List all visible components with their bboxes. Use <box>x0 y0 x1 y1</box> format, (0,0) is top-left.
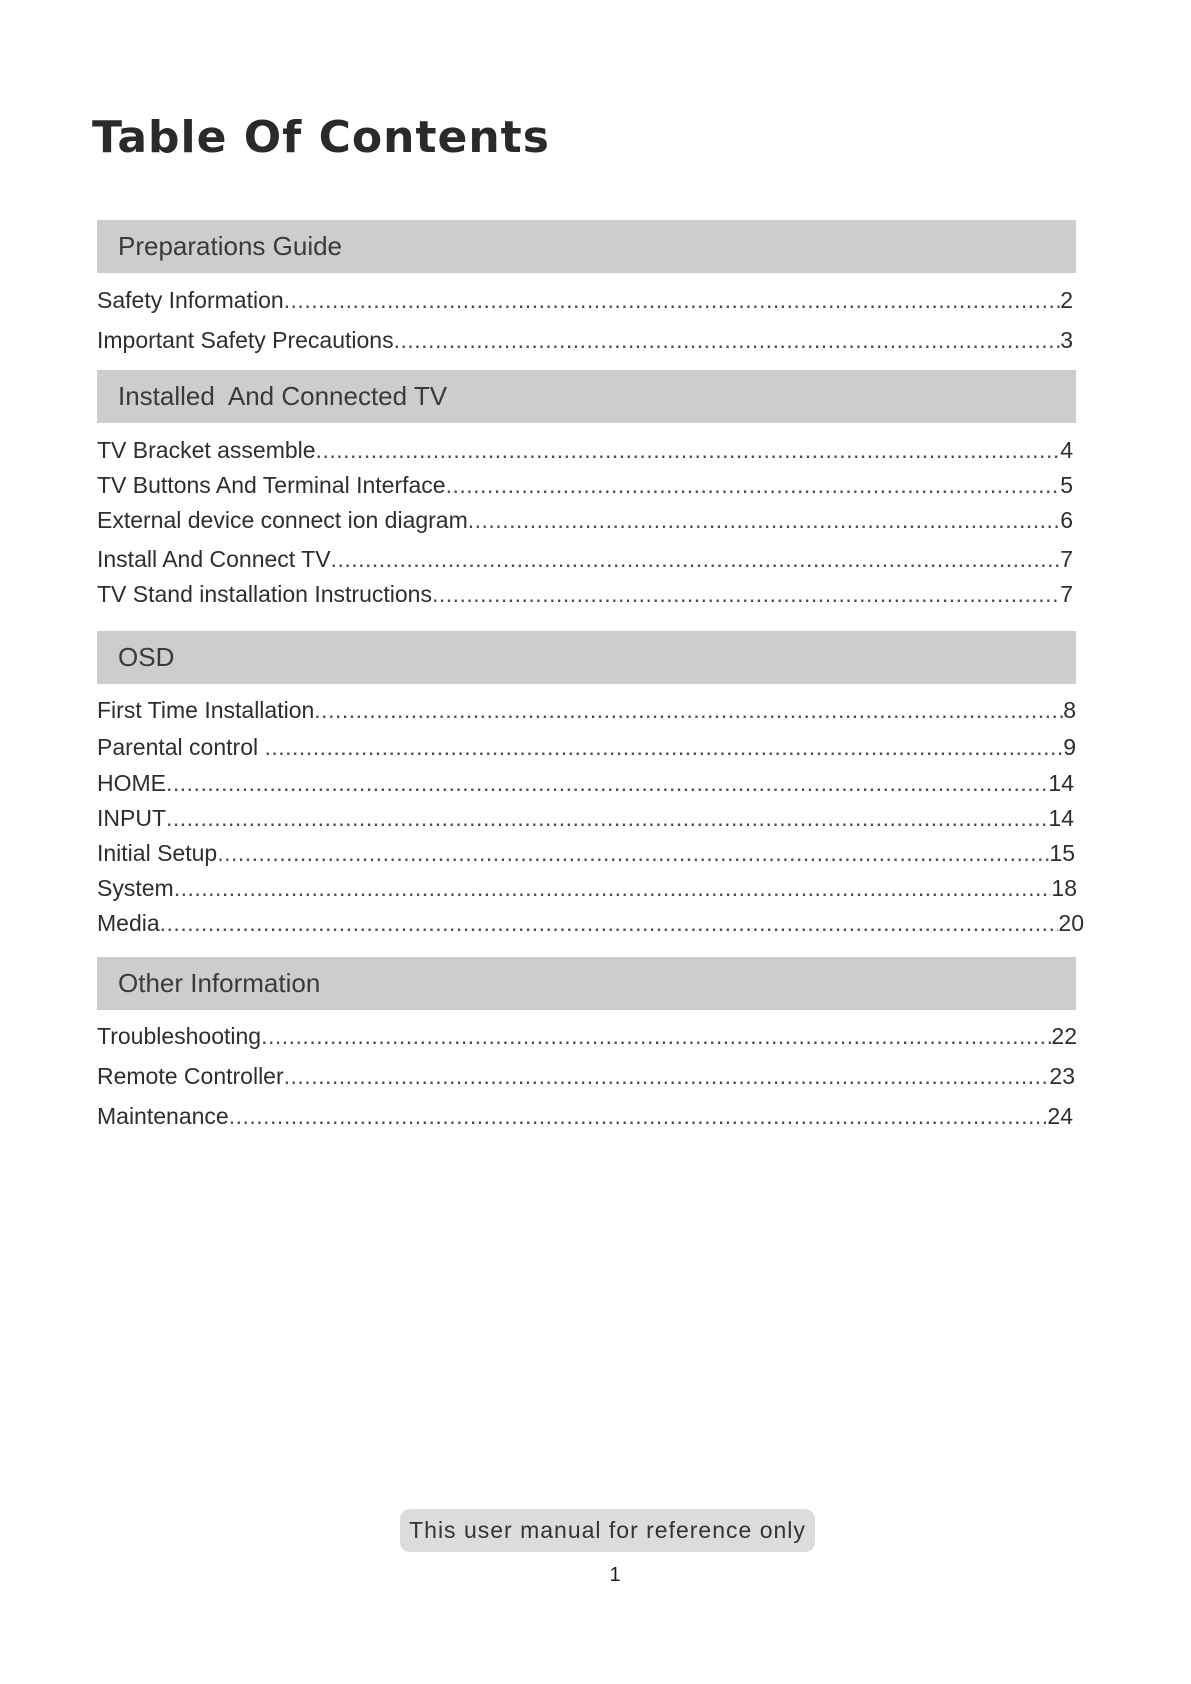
toc-entry-page: 23 <box>1049 1063 1075 1089</box>
toc-entry-home[interactable] <box>97 768 1074 798</box>
dot-leader <box>331 544 1061 574</box>
dot-leader <box>229 1101 1048 1131</box>
toc-entry-tv-stand-installation-instructions[interactable] <box>97 579 1073 609</box>
dot-leader <box>468 505 1060 535</box>
toc-entry-label: TV Bracket assemble <box>97 437 316 463</box>
toc-entry-page: 7 <box>1060 546 1073 572</box>
dot-leader <box>284 285 1061 315</box>
toc-entry-label: Maintenance <box>97 1103 229 1129</box>
toc-entry-label: Troubleshooting <box>97 1023 262 1049</box>
toc-entry-page: 14 <box>1048 805 1074 831</box>
toc-entry-parental-control[interactable] <box>97 732 1076 762</box>
toc-entry-important-safety-precautions[interactable] <box>97 325 1073 355</box>
toc-entry-page: 14 <box>1048 770 1074 796</box>
page-title: Table Of Contents <box>92 112 550 163</box>
section-header-other-information: Other Information <box>97 957 1076 1010</box>
section-header-osd: OSD <box>97 631 1076 684</box>
dot-leader <box>394 325 1061 355</box>
toc-entry-label: External device connect ion diagram <box>97 507 468 533</box>
toc-entry-label: INPUT <box>97 805 166 831</box>
toc-entry-page: 7 <box>1060 581 1073 607</box>
dot-leader <box>446 470 1061 500</box>
page-number: 1 <box>609 1564 621 1586</box>
dot-leader <box>284 1061 1050 1091</box>
toc-entry-label: Important Safety Precautions <box>97 327 394 353</box>
dot-leader <box>160 908 1059 938</box>
reference-only-badge: This user manual for reference only <box>400 1509 815 1552</box>
dot-leader <box>174 873 1052 903</box>
toc-entry-install-and-connect-tv[interactable] <box>97 544 1073 574</box>
toc-entry-initial-setup[interactable] <box>97 838 1075 868</box>
toc-entry-tv-buttons-and-terminal-interface[interactable] <box>97 470 1073 500</box>
toc-entry-label: First Time Installation <box>97 697 315 723</box>
toc-entry-safety-information[interactable] <box>97 285 1073 315</box>
toc-entry-page: 2 <box>1060 287 1073 313</box>
toc-entry-label: HOME <box>97 770 166 796</box>
dot-leader <box>314 695 1063 725</box>
toc-entry-label: Initial Setup <box>97 840 218 866</box>
toc-entry-page: 3 <box>1060 327 1073 353</box>
dot-leader <box>166 768 1048 798</box>
dot-leader <box>217 838 1049 868</box>
dot-leader <box>166 803 1048 833</box>
toc-entry-system[interactable] <box>97 873 1077 903</box>
toc-entry-page: 24 <box>1047 1103 1073 1129</box>
toc-entry-page: 22 <box>1051 1023 1077 1049</box>
toc-entry-label: Install And Connect TV <box>97 546 331 572</box>
toc-entry-external-device-connection-diagram[interactable] <box>97 505 1073 535</box>
dot-leader <box>261 1021 1051 1051</box>
dot-leader <box>264 732 1063 762</box>
toc-entry-label: TV Stand installation Instructions <box>97 581 432 607</box>
dot-leader <box>432 579 1060 609</box>
toc-entry-page: 18 <box>1051 875 1077 901</box>
toc-entry-page: 5 <box>1060 472 1073 498</box>
toc-entry-page: 6 <box>1060 507 1073 533</box>
toc-entry-input[interactable] <box>97 803 1074 833</box>
section-header-installed-and-connected-tv: Installed And Connected TV <box>97 370 1076 423</box>
toc-entry-label: Parental control <box>97 734 265 760</box>
toc-entry-label: Media <box>97 910 160 936</box>
toc-entry-media[interactable] <box>97 908 1084 938</box>
toc-entry-maintenance[interactable] <box>97 1101 1073 1131</box>
toc-entry-tv-bracket-assemble[interactable] <box>97 435 1073 465</box>
toc-entry-page: 9 <box>1063 734 1076 760</box>
toc-entry-label: Safety Information <box>97 287 284 313</box>
section-header-preparations-guide: Preparations Guide <box>97 220 1076 273</box>
dot-leader <box>316 435 1061 465</box>
toc-entry-page: 15 <box>1049 840 1075 866</box>
toc-entry-troubleshooting[interactable] <box>97 1021 1077 1051</box>
toc-entry-page: 4 <box>1060 437 1073 463</box>
toc-entry-label: TV Buttons And Terminal Interface <box>97 472 446 498</box>
toc-entry-page: 8 <box>1063 697 1076 723</box>
toc-entry-page: 20 <box>1058 910 1084 936</box>
toc-entry-label: System <box>97 875 174 901</box>
toc-entry-label: Remote Controller <box>97 1063 284 1089</box>
toc-entry-first-time-installation[interactable] <box>97 695 1076 725</box>
toc-entry-remote-controller[interactable] <box>97 1061 1075 1091</box>
